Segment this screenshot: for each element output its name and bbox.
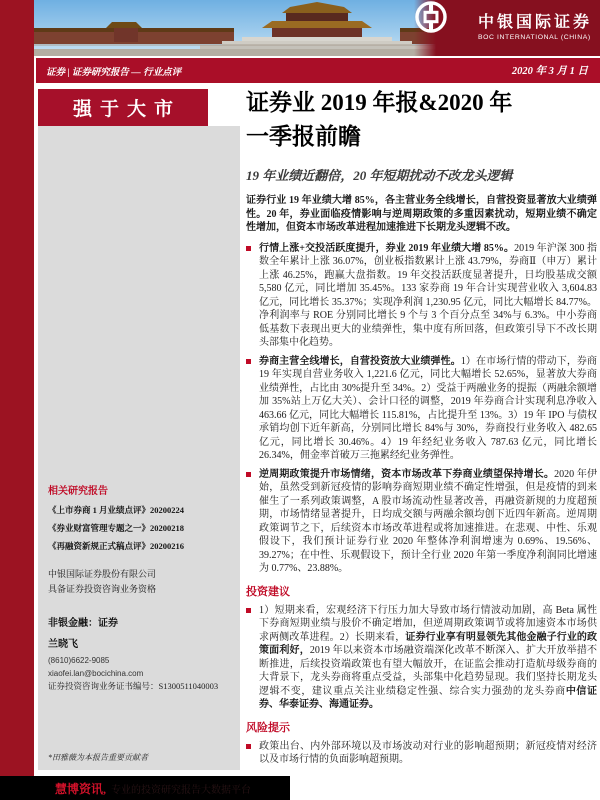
bullet-body: 2019 年沪深 300 指数全年累计上涨 36.07%，创业板指数累计上涨 43.79%，券商Ⅱ（申万）累计上涨 46.25%，跑赢大盘指数。19 年交投活跃度显著提升，日均股基成交额 5,580 亿元，同比增加 35.45%。133 家券商 19 年合计实现营业收入 3,604.83 亿元，同比增长 35.37%；实现净利润 1,230.95 亿元，同比大幅增长 84.77%。净利润率与 ROE 分别同比增长 9 个与 3 个百分点至 34%与 6.3%。中小券商低基数下表现出更大的业绩弹性，集中度有所回落，但政策引导下不改长期头部集中化趋势。 [259,242,598,348]
main-content [246,86,597,772]
bullet-square-icon [246,359,251,364]
list-item [246,242,597,350]
company-credential: 具备证券投资咨询业务资格 [48,584,157,594]
advice-text: 1）短期来看，宏观经济下行压力加大导致市场行情波动加剧，高 Beta 属性下券商短期业绩与股价不确定增加，但逆周期政策调节或将加速资本市场供求两侧改革进程。2）长期来看， [259,604,597,643]
bullet-body: 2020 年伊始，虽然受到新冠疫情的影响券商短期业绩不确定性增强，但是疫情的到来催生了一系列政策调整，A 股市场流动性显著改善，再融资新规的力度超预期，市场情绪显著提升，日均成交额与两融余额均创下近四年新高。逆周期政策调节之下，后续资本市场改革进程或将加速推进。在悲观、中性、乐观假设下，我们预计证券行业 2020 年整体净利润增速为 0.69%、19.56%、39.27%；在中性、乐观假设下，预计全行业 2020 年第一季度净利润同比增速为 0.77%、23.88%。 [259,468,598,574]
related-reports-title: 相关研究报告 [48,486,108,497]
brand-name-cn: 中银国际证券 [477,14,592,32]
analyst-phone: (8610)6622-9085 [48,656,110,665]
contributor-footnote: *田雅薇为本报告重要贡献者 [48,753,148,762]
analyst-block [48,638,218,693]
investment-advice-item [246,604,597,712]
report-title [246,86,597,154]
rating-badge: 强于大市 [38,89,208,126]
analyst-email: xiaofei.lan@bocichina.com [48,669,144,678]
brand-logo-corner [414,0,600,56]
company-qualification [48,567,156,597]
report-title-line2: 一季报前瞻 [246,124,361,149]
boc-logo-icon [414,0,448,34]
watermark-tagline: 专业的投资研究报告大数据平台 [111,784,252,796]
analyst-name: 兰晓飞 [48,639,78,650]
related-reports-section [48,482,234,558]
report-meta-bar [36,58,600,83]
list-item [246,468,597,576]
advice-text-bold: 证券行业享有明显领先其他金融子行业的政策面利好， [259,631,598,656]
list-item [246,355,597,463]
bullet-lead: 行情上涨+交投活跃度提升，券业 2019 年业绩大增 85%。 [259,242,515,254]
watermark-brand: 慧博资讯, [55,781,107,796]
sidebar-panel [38,126,240,770]
advice-stock-picks: 中信证券、华泰证券、海通证券。 [259,685,598,710]
related-report-item: 《再融资新规正式稿点评》20200216 [48,541,185,551]
left-brand-strip [0,0,34,776]
risk-warning-heading: 风险提示 [246,721,290,734]
bullet-body: 1）在市场行情的带动下，券商 19 年实现自营业务收入 1,221.6 亿元，同比大幅增长 52.65%，显著放大券商业绩弹性，占比由 30%提升至 34%。2）受益于两融业务的提振（两融余额增加 35%站上万亿大关）、会计口径的调整，2019 年券商合计实现利息净收入 463.66 亿元，同比大幅增长 115.81%，占比提升至 13%。3）19 年 IPO 与债权承销均创下近年新高，分别同比增长 84%与 30%，券商投行业务收入 482.65 亿元，同比增长 30.46%。4）19 年经纪业务收入 787.63 亿元，同比增长 26.34%，佣金率首破万三拖累经纪业务弹性。 [259,355,598,461]
brand-name-en: BOC INTERNATIONAL (CHINA) [477,34,591,42]
bullet-square-icon [246,472,251,477]
bullet-lead: 券商主营全线增长，自营投资放大业绩弹性。 [259,355,461,367]
watermark-bar [0,776,290,800]
company-name: 中银国际证券股份有限公司 [48,569,157,579]
report-date: 2020 年 3 月 1 日 [511,66,588,77]
related-report-item: 《上市券商 1 月业绩点评》20200224 [48,505,185,515]
bullet-square-icon [246,744,251,749]
risk-text: 政策出台、内外部环境以及市场波动对行业的影响超预期；新冠疫情对经济以及市场行情的负面影响超预期。 [259,740,597,765]
bullet-square-icon [246,246,251,251]
related-report-item: 《券业财富管理专题之一》20200218 [48,523,185,533]
bullet-square-icon [246,608,251,613]
bullet-lead: 逆周期政策提升市场情绪，资本市场改革下券商业绩望保持增长。 [259,468,555,480]
analyst-license: 证券投资咨询业务证书编号：S1300511040003 [48,681,219,691]
report-title-line1: 证券业 2019 年报&2020 年 [246,90,513,115]
investment-advice-heading: 投资建议 [246,585,290,598]
header-banner-photo [34,0,600,56]
sector-label: 非银金融：证券 [48,618,118,629]
summary-paragraph: 证券行业 19 年业绩大增 85%，各主营业务全线增长，自营投资显著放大业绩弹性。20 年，券业面临疫情影响与逆周期政策的多重因素扰动，短期业绩不确定性增加，但资本市场改革进程加速推进下长期龙头逻辑不改。 [246,195,597,233]
key-points-list [246,242,597,576]
report-subtitle: 19 年业绩近翻倍，20 年短期扰动不改龙头逻辑 [246,168,513,183]
risk-warning-item [246,740,597,767]
advice-text: 2019 年以来资本市场融资端深化改革不断深入、扩大开放举措不断推进，后续投资端政策也有望大幅放开，在证监会推动打造航母级券商的大背景下，龙头券商将重点受益，头部集中化趋势显现。我们坚持长期龙头逻辑不变，建议重点关注业绩稳定性强、综合实力强劲的龙头券商 [259,645,598,697]
report-category: 证券 | 证券研究报告 — 行业点评 [46,67,182,78]
